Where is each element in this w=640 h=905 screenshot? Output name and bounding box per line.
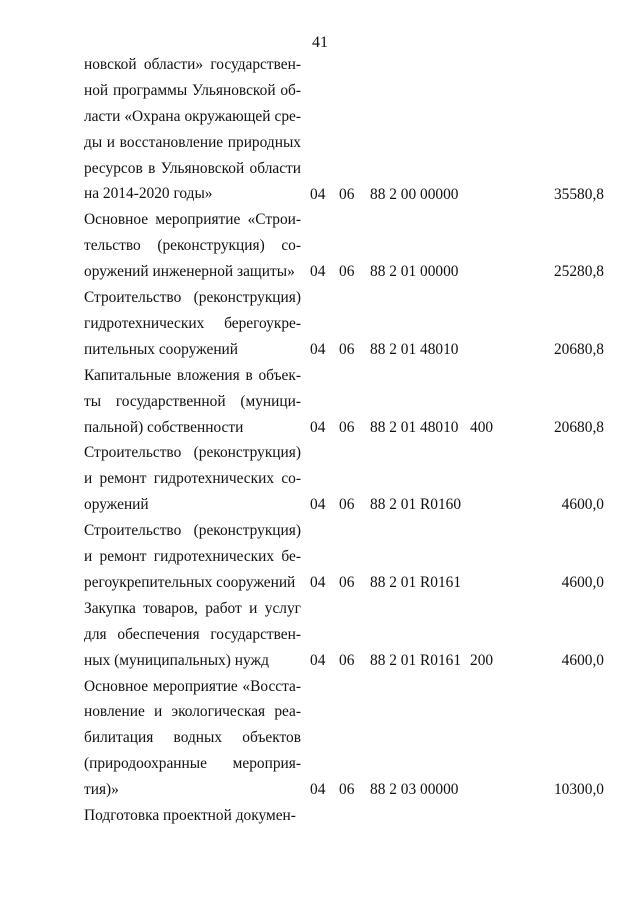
table-row bbox=[0, 285, 640, 363]
description-line: ды и восстановление природных bbox=[84, 133, 301, 151]
amount-cell: 4600,0 bbox=[561, 651, 604, 669]
description-line: пальной) собственности bbox=[84, 418, 244, 436]
podrazdel-cell: 06 bbox=[339, 185, 355, 203]
target-article-cell: 88 2 03 00000 bbox=[370, 781, 459, 799]
razdel-cell: 04 bbox=[310, 185, 326, 203]
razdel-cell: 04 bbox=[310, 651, 326, 669]
target-article-cell: 88 2 01 R0161 bbox=[370, 651, 462, 669]
description-line: Закупка товаров, работ и услуг bbox=[84, 599, 301, 617]
description-line: тия)» bbox=[84, 781, 119, 799]
description-line: и ремонт гидротехнических бе- bbox=[84, 548, 301, 566]
description-line: ных (муниципальных) нужд bbox=[84, 651, 269, 669]
amount-cell: 25280,8 bbox=[553, 263, 604, 281]
podrazdel-cell: 06 bbox=[339, 781, 355, 799]
description-line: тельство (реконструкция) со- bbox=[84, 237, 301, 255]
podrazdel-cell: 06 bbox=[339, 651, 355, 669]
description-line: новление и экологическая реа- bbox=[84, 703, 301, 721]
razdel-cell: 04 bbox=[310, 340, 326, 358]
amount-cell: 4600,0 bbox=[561, 496, 604, 514]
description-line: (природоохранные мероприя- bbox=[84, 755, 301, 773]
description-line: регоукрепительных сооружений bbox=[84, 573, 296, 591]
budget-table bbox=[0, 52, 640, 829]
description-line: оружений bbox=[84, 496, 149, 514]
description-line: Строительство (реконструкция) bbox=[84, 522, 301, 540]
expense-type-cell: 200 bbox=[470, 651, 494, 669]
description-line: ласти «Охрана окружающей сре- bbox=[84, 107, 301, 125]
razdel-cell: 04 bbox=[310, 573, 326, 591]
description-line: оружений инженерной защиты» bbox=[84, 263, 295, 281]
amount-cell: 20680,8 bbox=[553, 340, 604, 358]
podrazdel-cell: 06 bbox=[339, 573, 355, 591]
description-line: Строительство (реконструкция) bbox=[84, 289, 301, 307]
row-description bbox=[84, 52, 301, 207]
description-line: Капитальные вложения в объек- bbox=[84, 366, 301, 384]
table-row bbox=[0, 207, 640, 285]
table-row bbox=[0, 803, 640, 829]
description-line: на 2014-2020 годы» bbox=[84, 185, 213, 203]
table-row bbox=[0, 518, 640, 596]
razdel-cell: 04 bbox=[310, 263, 326, 281]
target-article-cell: 88 2 01 48010 bbox=[370, 418, 459, 436]
target-article-cell: 88 2 01 R0161 bbox=[370, 573, 462, 591]
podrazdel-cell: 06 bbox=[339, 340, 355, 358]
podrazdel-cell: 06 bbox=[339, 263, 355, 281]
description-line: Основное мероприятие «Строи- bbox=[84, 211, 301, 229]
podrazdel-cell: 06 bbox=[339, 418, 355, 436]
target-article-cell: 88 2 01 48010 bbox=[370, 340, 459, 358]
row-description bbox=[84, 207, 301, 285]
description-line: ной программы Ульяновской об- bbox=[84, 81, 301, 99]
razdel-cell: 04 bbox=[310, 496, 326, 514]
description-line: Основное мероприятие «Восста- bbox=[84, 677, 301, 695]
amount-cell: 20680,8 bbox=[553, 418, 604, 436]
row-description bbox=[84, 596, 301, 674]
row-description bbox=[84, 674, 301, 803]
description-line: Строительство (реконструкция) bbox=[84, 444, 301, 462]
table-row bbox=[0, 440, 640, 518]
expense-type-cell: 400 bbox=[470, 418, 494, 436]
table-row bbox=[0, 363, 640, 441]
target-article-cell: 88 2 01 00000 bbox=[370, 263, 459, 281]
razdel-cell: 04 bbox=[310, 418, 326, 436]
description-line: билитация водных объектов bbox=[84, 729, 301, 747]
target-article-cell: 88 2 01 R0160 bbox=[370, 496, 462, 514]
amount-cell: 35580,8 bbox=[553, 185, 604, 203]
description-line: для обеспечения государствен- bbox=[84, 625, 301, 643]
row-description bbox=[84, 803, 301, 829]
table-row bbox=[0, 52, 640, 207]
amount-cell: 10300,0 bbox=[553, 781, 604, 799]
amount-cell: 4600,0 bbox=[561, 573, 604, 591]
description-line: гидротехнических берегоукре- bbox=[84, 314, 301, 332]
podrazdel-cell: 06 bbox=[339, 496, 355, 514]
description-line: ты государственной (муници- bbox=[84, 392, 301, 410]
row-description bbox=[84, 518, 301, 596]
page-number: 41 bbox=[312, 34, 328, 51]
row-description bbox=[84, 363, 301, 441]
razdel-cell: 04 bbox=[310, 781, 326, 799]
table-row bbox=[0, 596, 640, 674]
description-line: Подготовка проектной докумен- bbox=[84, 807, 296, 825]
description-line: пительных сооружений bbox=[84, 340, 239, 358]
description-line: ресурсов в Ульяновской области bbox=[84, 159, 301, 177]
description-line: новской области» государствен- bbox=[84, 56, 301, 73]
row-description bbox=[84, 285, 301, 363]
description-line: и ремонт гидротехнических со- bbox=[84, 470, 301, 488]
table-row bbox=[0, 674, 640, 804]
row-description bbox=[84, 440, 301, 518]
target-article-cell: 88 2 00 00000 bbox=[370, 185, 459, 203]
